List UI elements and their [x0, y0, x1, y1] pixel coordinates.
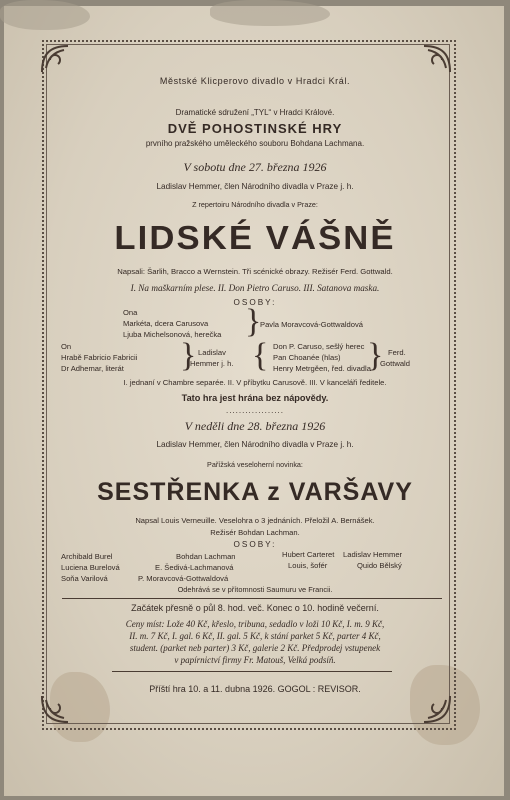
cast-brace: } [180, 337, 197, 374]
separator: .................. [225, 406, 284, 415]
cast-brace: { [252, 337, 269, 374]
paper-stain [210, 0, 330, 26]
ornament-icon [420, 42, 454, 76]
prices-line: Ceny míst: Lože 40 Kč, křeslo, tribuna, sedadlo v loži 10 Kč, I. m. 9 Kč, [125, 619, 385, 629]
prices-line: v papírnictví firmy Fr. Matouš, Velká podsíň. [174, 655, 336, 665]
play2-title: SESTŘENKA z VARŠAVY [97, 478, 413, 506]
ornament-icon [38, 42, 72, 76]
headline: DVĚ POHOSTINSKÉ HRY [167, 121, 343, 136]
cast-brace: } [367, 337, 384, 374]
day1-date: V sobotu dne 27. března 1926 [183, 160, 327, 174]
cast-role: Pan Choanée (hlas) [273, 353, 341, 362]
cast-actor: Hemmer j. h. [190, 359, 234, 368]
cast-role: On [61, 342, 72, 351]
prices-line: student. (parket neb parter) 3 Kč, galerie 2 Kč. Předprodej vstupenek [129, 643, 381, 653]
cast-actor: Pavla Moravcová-Gottwaldová [260, 320, 363, 329]
play2-cast-heading: OSOBY: [233, 540, 277, 549]
ornament-icon [38, 692, 72, 726]
cast-role: Hrabě Fabricio Fabricii [61, 353, 138, 362]
play1-scenes: I. jednaní v Chambre separée. II. V příbytku Carusově. III. V kanceláři ředitele. [123, 378, 387, 387]
cast-role: Markéta, dcera Carusova [123, 319, 209, 328]
play1-title: LIDSKÉ VÁŠNĚ [114, 219, 396, 256]
cast-actor: Ferd. [388, 348, 406, 357]
cast-role: Henry Metrgěen, řed. divadla [273, 364, 371, 373]
play2-director: Režisér Bohdan Lachman. [210, 528, 300, 537]
cast-actor: P. Moravcová-Gottwaldová [138, 574, 229, 583]
play1-parts: I. Na maškarním plese. II. Don Pietro Caruso. III. Satanova maska. [130, 283, 380, 293]
play1-credits: Napsali: Šarlih, Bracco a Wernstein. Tři scénické obrazy. Režisér Ferd. Gottwald. [117, 267, 393, 276]
ensemble-line: prvního pražského uměleckého souboru Bohdana Lachmana. [145, 139, 365, 148]
day1-repertoire: Z repertoiru Národního divadla v Praze: [192, 200, 318, 209]
society-line: Dramatické sdružení „TYL“ v Hradci Králové. [175, 108, 335, 117]
cast-role: Archibald Burel [61, 552, 113, 561]
cast-role: Ljuba Michelsonová, herečka [123, 330, 222, 339]
cast-role: Dr Adhemar, literát [61, 364, 124, 373]
divider [112, 671, 392, 672]
cast-role: Louis, šofér [288, 561, 328, 570]
play1-note: Tato hra jest hrána bez nápovědy. [181, 393, 329, 403]
theatre-name: Městské Klicperovo divadlo v Hradci Král. [159, 76, 351, 86]
day2-date: V neděli dne 28. března 1926 [184, 419, 326, 433]
cast-actor: E. Šedivá-Lachmanová [155, 563, 234, 572]
start-time: Začátek přesně o půl 8. hod. več. Konec o 10. hodině večerní. [131, 603, 379, 613]
cast-role: Hubert Carteret [282, 550, 335, 559]
cast-role: Luciena Burelová [61, 563, 120, 572]
cast-actor: Ladislav [198, 348, 226, 357]
play2-credits: Napsal Louis Verneuille. Veselohra o 3 jednáních. Přeložil A. Bernášek. [135, 516, 375, 525]
cast-actor: Gottwald [380, 359, 410, 368]
cast-brace: } [245, 303, 262, 340]
cast-role: Don P. Caruso, sešlý herec [273, 342, 365, 351]
cast-role: Soňa Varilová [61, 574, 108, 583]
prices-line: II. m. 7 Kč, I. gal. 6 Kč, II. gal. 5 Kč, k stání parket 5 Kč, parter 4 Kč, [129, 631, 381, 641]
cast-actor: Bohdan Lachman [176, 552, 236, 561]
divider [62, 598, 442, 599]
day1-guest: Ladislav Hemmer, člen Národního divadla v Praze j. h. [156, 182, 354, 191]
day2-guest: Ladislav Hemmer, člen Národního divadla v Praze j. h. [156, 440, 354, 449]
play2-setting: Odehrává se v přítomnosti Saumuru ve Francii. [177, 585, 333, 594]
cast-actor: Quido Bělský [357, 561, 402, 570]
paper-stain [0, 0, 90, 30]
cast-actor: Ladislav Hemmer [343, 550, 403, 559]
cast-role: Ona [123, 308, 138, 317]
ornament-icon [420, 692, 454, 726]
play1-cast-heading: OSOBY: [233, 298, 277, 307]
day2-novelty: Pařížská veseloherní novinka: [207, 460, 303, 469]
next-play: Příští hra 10. a 11. dubna 1926. GOGOL : REVISOR. [149, 684, 361, 694]
